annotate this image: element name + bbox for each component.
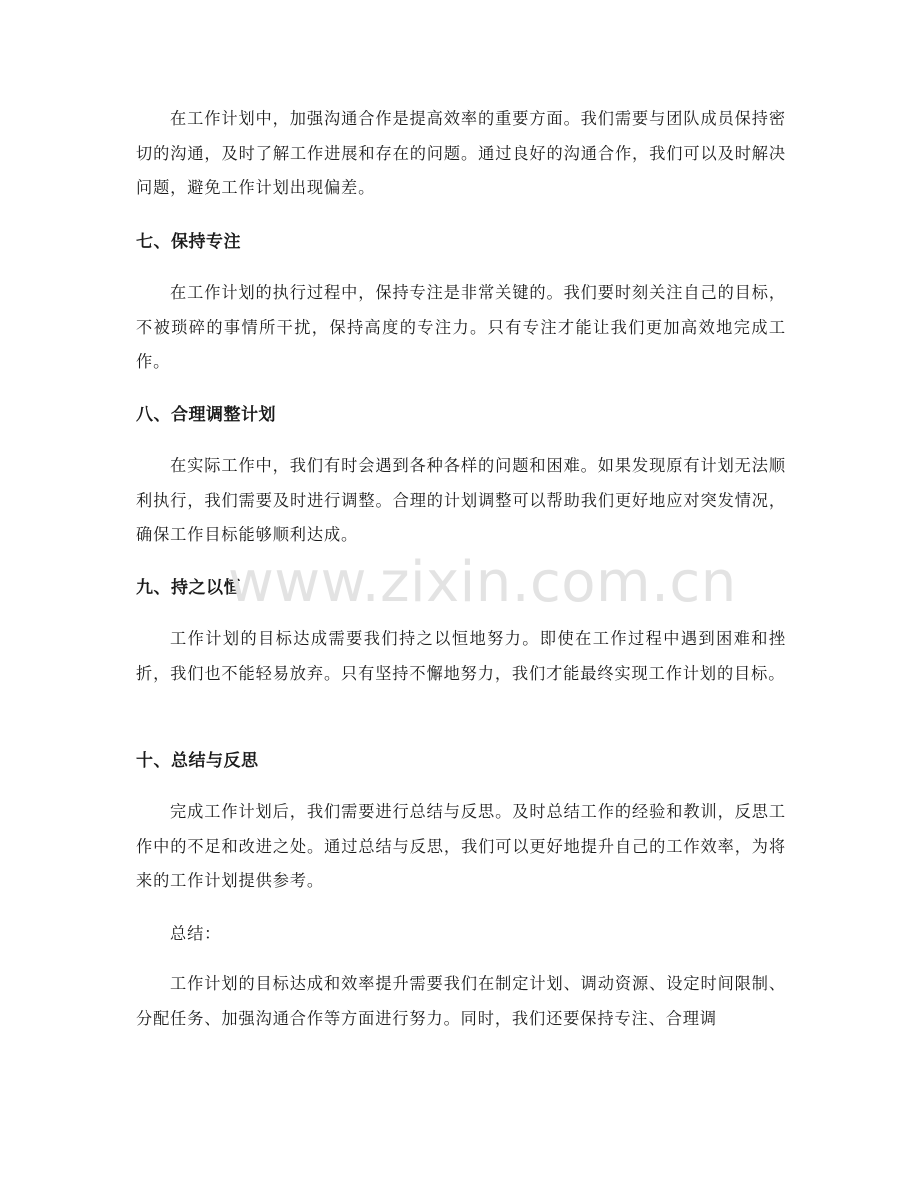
summary-label: 总结： — [170, 924, 222, 943]
paragraph-communication: 在工作计划中，加强沟通合作是提高效率的重要方面。我们需要与团队成员保持密切的沟通，及时了解工作进展和存在的问题。通过良好的沟通合作，我们可以及时解决问题，避免工作计划出现偏差。 — [136, 109, 786, 197]
watermark: www.zixin.com.cn — [228, 550, 737, 615]
paragraph-adjust-plan: 在实际工作中，我们有时会遇到各种各样的问题和困难。如果发现原有计划无法顺利执行，我们需要及时进行调整。合理的计划调整可以帮助我们更好地应对突发情况，确保工作目标能够顺利达成。 — [136, 456, 786, 544]
heading-summary-reflection: 十、总结与反思 — [136, 751, 259, 771]
paragraph-stay-focused: 在工作计划的执行过程中，保持专注是非常关键的。我们要时刻关注自己的目标，不被琐碎的事情所干扰，保持高度的专注力。只有专注才能让我们更加高效地完成工作。 — [136, 283, 786, 371]
paragraph-persistence: 工作计划的目标达成需要我们持之以恒地努力。即使在工作过程中遇到困难和挫折，我们也不能轻易放弃。只有坚持不懈地努力，我们才能最终实现工作计划的目标。 — [136, 629, 786, 683]
paragraph-summary: 工作计划的目标达成和效率提升需要我们在制定计划、调动资源、设定时间限制、分配任务、加强沟通合作等方面进行努力。同时，我们还要保持专注、合理调 — [136, 974, 786, 1028]
heading-adjust-plan: 八、合理调整计划 — [136, 405, 276, 425]
heading-stay-focused: 七、保持专注 — [136, 232, 241, 252]
paragraph-summary-reflection: 完成工作计划后，我们需要进行总结与反思。及时总结工作的经验和教训，反思工作中的不足和改进之处。通过总结与反思，我们可以更好地提升自己的工作效率，为将来的工作计划提供参考。 — [136, 802, 786, 890]
heading-persistence: 九、持之以恒 — [136, 578, 241, 598]
